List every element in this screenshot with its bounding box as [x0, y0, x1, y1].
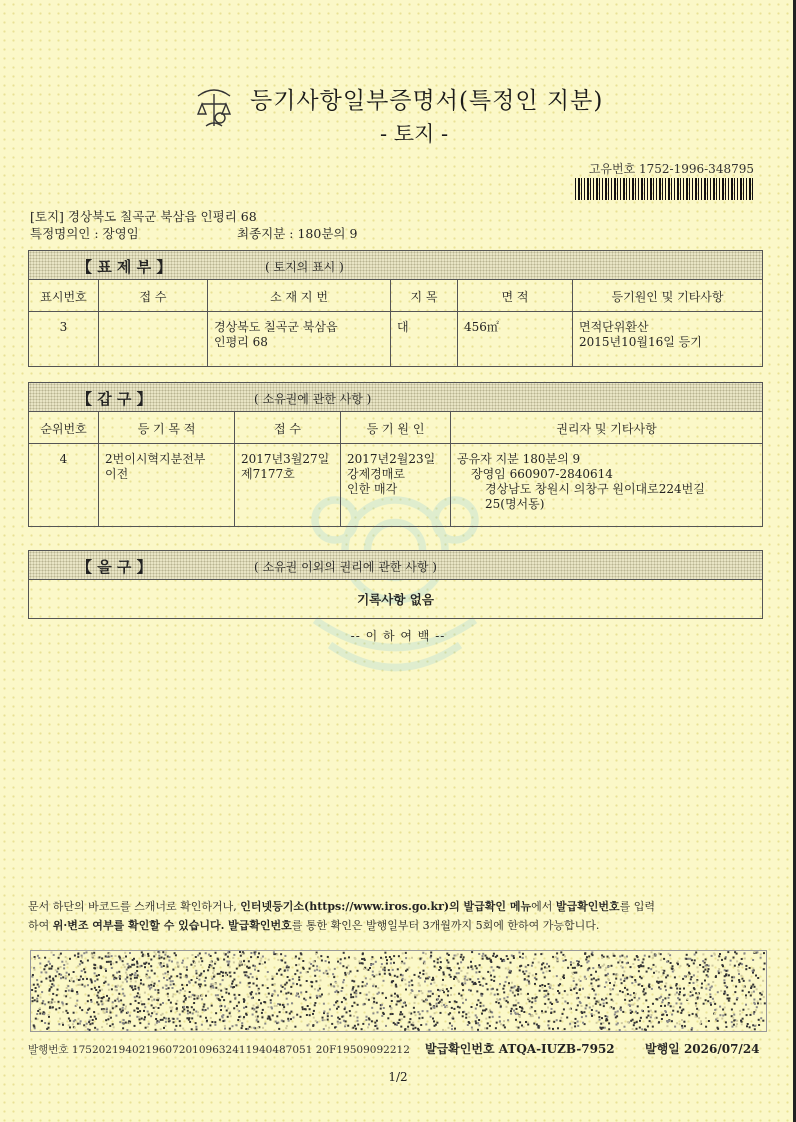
- section-pyojebu: [28, 250, 763, 367]
- column-headers: [29, 280, 762, 312]
- page-number: 1/2: [388, 1070, 408, 1084]
- notice-text: 에서: [531, 900, 556, 913]
- security-barcode-pattern: [31, 951, 766, 1031]
- col-location: 소 재 지 번: [270, 290, 328, 304]
- row-holder-line: 25(명서동): [485, 497, 545, 511]
- notice-text: 를 입력: [619, 900, 656, 913]
- top-barcode: [575, 178, 755, 200]
- section-header: [29, 551, 762, 580]
- verification-number: 발급확인번호 ATQA-IUZB-7952: [425, 1042, 615, 1056]
- row-receipt-line: 2017년3월27일: [241, 452, 330, 466]
- notice-text: 를 통한 확인은 발행일부터 3개월까지 5회에 한하여 가능합니다.: [291, 919, 600, 932]
- col-area: 면 적: [501, 290, 529, 304]
- section-header: [29, 383, 762, 412]
- section-title: 【 을 구 】: [77, 558, 152, 576]
- row-remarks-line: 면적단위환산: [579, 320, 649, 334]
- security-barcode: [30, 950, 767, 1032]
- document-title: 등기사항일부증명서(특정인 지분): [250, 88, 604, 114]
- section-desc: ( 소유권 이외의 권리에 관한 사항 ): [254, 560, 437, 574]
- issue-number: 발행번호 175202194021960720109632411940487051 20F19509092212: [28, 1044, 410, 1056]
- row-receipt-line: 제7177호: [241, 467, 295, 481]
- property-line: [토지] 경상북도 칠곡군 북삼읍 인평리 68: [30, 209, 257, 224]
- col-receipt: 접 수: [139, 290, 167, 304]
- col-land-category: 지 목: [410, 290, 438, 304]
- col-receipt: 접 수: [274, 422, 301, 436]
- row-remarks-line: 2015년10월16일 등기: [579, 335, 702, 349]
- verification-notice: [28, 897, 768, 935]
- row-number: 4: [59, 452, 68, 466]
- section-title: 【 표 제 부 】: [77, 258, 172, 276]
- end-mark: -- 이 하 여 백 --: [350, 629, 446, 643]
- row-category: 대: [397, 320, 409, 334]
- notice-bold: 인터넷등기소(https://www.iros.go.kr)의 발급확인 메뉴: [240, 900, 532, 913]
- notice-bold: 위·변조 여부를 확인할 수 있습니다.: [52, 919, 225, 932]
- section-desc: ( 토지의 표시 ): [265, 260, 344, 274]
- row-cause-line: 인한 매각: [347, 482, 398, 496]
- row-area: 456㎡: [464, 320, 499, 334]
- row-location-line: 경상북도 칠곡군 북삼읍: [214, 320, 338, 334]
- row-cause-line: 2017년2월23일: [347, 452, 436, 466]
- section-header: [29, 251, 762, 280]
- notice-line-2: [28, 916, 768, 935]
- section-title: 【 갑 구 】: [77, 390, 152, 408]
- row-location-line: 인평리 68: [214, 335, 268, 349]
- notice-bold: 발급확인번호: [228, 919, 292, 932]
- no-record-text: 기록사항 없음: [357, 592, 434, 607]
- column-headers: [29, 412, 762, 444]
- row-purpose-line: 이전: [105, 467, 129, 481]
- section-eulgu: [28, 550, 763, 619]
- col-display-number: 표시번호: [40, 290, 87, 304]
- section-desc: ( 소유권에 관한 사항 ): [254, 392, 372, 406]
- table-row: [29, 312, 762, 366]
- final-share: 최종지분 : 180분의 9: [237, 226, 358, 241]
- court-emblem-icon: [188, 82, 240, 134]
- table-row: [29, 444, 762, 526]
- row-holder-line: 장영임 660907-2840614: [471, 467, 613, 481]
- row-holder-line: 공유자 지분 180분의 9: [457, 452, 581, 466]
- col-rank-number: 순위번호: [40, 422, 87, 436]
- row-cause-line: 강제경매로: [347, 467, 405, 481]
- col-purpose: 등 기 목 적: [137, 422, 196, 436]
- notice-line-1: [28, 897, 768, 916]
- notice-text: 문서 하단의 바코드를 스캐너로 확인하거나,: [28, 900, 241, 913]
- notice-text: 하여: [28, 919, 53, 932]
- row-purpose-line: 2번이시혁지분전부: [105, 452, 206, 466]
- section-gapgu: [28, 382, 763, 527]
- issue-date: 발행일 2026/07/24: [645, 1042, 760, 1056]
- col-holder: 권리자 및 기타사항: [556, 422, 657, 436]
- row-holder-line: 경상남도 창원시 의창구 원이대로224번길: [485, 482, 705, 496]
- owner-info: [30, 224, 358, 242]
- row-number: 3: [59, 320, 68, 334]
- col-cause: 등 기 원 인: [366, 422, 425, 436]
- document-subtitle: - 토지 -: [380, 122, 449, 146]
- notice-bold: 발급확인번호: [555, 900, 620, 913]
- unique-number: 고유번호 1752-1996-348795: [588, 162, 754, 176]
- col-remarks: 등기원인 및 기타사항: [611, 290, 724, 304]
- specific-owner: 특정명의인 : 장영임: [30, 226, 139, 241]
